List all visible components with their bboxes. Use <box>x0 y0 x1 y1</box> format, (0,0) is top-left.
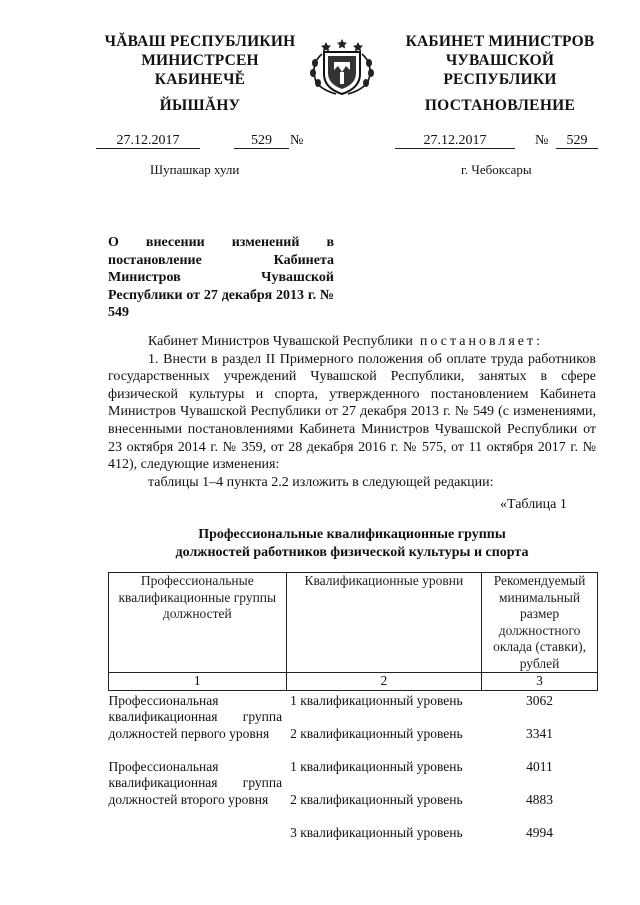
column-number: 3 <box>482 673 598 691</box>
salary-cell: 3341 <box>526 725 554 741</box>
header-left-org <box>95 32 305 89</box>
column-number-row <box>109 673 598 691</box>
left-number-sign: № <box>290 133 304 148</box>
opening-line <box>108 333 596 351</box>
right-place: г. Чебоксары <box>461 162 532 177</box>
item-1-sub: таблицы 1–4 пункта 2.2 изложить в следующей редакции: <box>148 474 494 490</box>
column-number: 1 <box>109 673 287 691</box>
group-name: Профессиональная квалификационная группа должностей первого уровня <box>108 692 283 741</box>
right-number-sign: № <box>535 133 549 148</box>
left-date: 27.12.2017 <box>96 133 200 149</box>
level-cell: 3 квалификационный уровень <box>290 824 463 840</box>
header-left-line2: МИНИСТРСЕН КАБИНЕЧĚ <box>141 52 259 88</box>
document-title: О внесении изменений в постановление Кабинета Министров Чувашской Республики от 27 декабря 2013 г. № 549 <box>108 235 334 320</box>
document-body <box>108 333 596 491</box>
level-cell: 2 квалификационный уровень <box>290 791 463 807</box>
left-place: Шупашкар хули <box>150 162 240 177</box>
table-title <box>108 526 596 562</box>
table-row <box>109 759 598 792</box>
item-1: 1. Внести в раздел II Примерного положения об оплате труда работников государственных учреждений Чувашской Республики, занятых в сфере физической культуры и спорта, утвержденного постановлением Кабинета Министров Чувашской Республики от 27 декабря 2013 г. № 549 (с изменениями, внесенными постановлениями Кабинета Министров Чувашской Республики от 23 октября 2014 г. № 359, от 28 декабря 2016 г. № 575, от 11 октября 2017 г. № 412), следующие изменения: <box>108 351 596 473</box>
header-right-line1: КАБИНЕТ МИНИСТРОВ <box>405 33 595 50</box>
salary-cell: 4883 <box>526 791 554 807</box>
table-title-line1: Профессиональные квалификационные группы <box>198 527 506 542</box>
opening-verb: постановляет: <box>419 334 544 349</box>
table-header-row <box>109 573 598 673</box>
table-label: «Таблица 1 <box>500 497 567 512</box>
header-left-line1: ЧĂВАШ РЕСПУБЛИКИН <box>104 33 296 50</box>
level-cell: 2 квалификационный уровень <box>290 725 463 741</box>
opening-prefix: Кабинет Министров Чувашской Республики <box>148 334 413 349</box>
level-cell: 1 квалификационный уровень <box>290 758 463 774</box>
group-name: Профессиональная квалификационная группа должностей второго уровня <box>108 758 283 807</box>
table-title-line2: должностей работников физической культуры и спорта <box>175 545 529 560</box>
left-number: 529 <box>234 133 289 149</box>
column-header-levels: Квалификационные уровни <box>286 573 481 673</box>
salary-cell: 4011 <box>526 758 553 774</box>
header-left-doc-type: ЙЫШĂНУ <box>159 97 241 114</box>
right-date: 27.12.2017 <box>395 133 515 149</box>
right-number: 529 <box>556 133 598 149</box>
header-right-doc-type: ПОСТАНОВЛЕНИЕ <box>424 97 576 114</box>
salary-cell: 4994 <box>526 824 554 840</box>
header-right-line2: ЧУВАШСКОЙ РЕСПУБЛИКИ <box>443 52 557 88</box>
salary-cell: 3062 <box>526 692 554 708</box>
header-right-org <box>395 32 605 89</box>
level-cell: 1 квалификационный уровень <box>290 692 463 708</box>
table-row <box>109 690 598 726</box>
salary-table <box>108 572 598 858</box>
column-header-salary: Рекомендуемый минимальный размер должностного оклада (ставки), рублей <box>482 573 598 673</box>
coat-of-arms-icon <box>296 36 388 96</box>
column-header-groups: Профессиональные квалификационные группы должностей <box>109 573 287 673</box>
column-number: 2 <box>286 673 481 691</box>
